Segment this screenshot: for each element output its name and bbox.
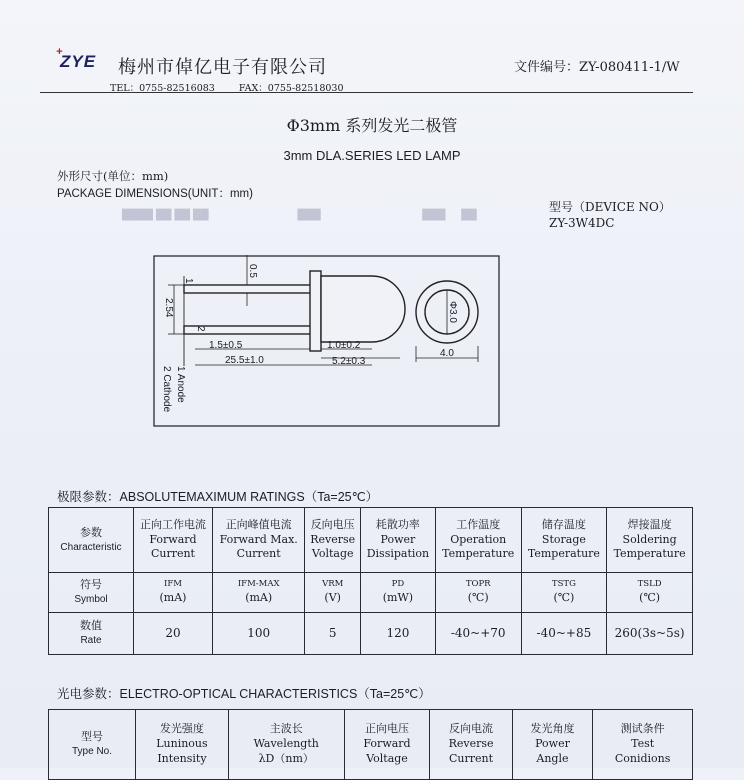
electro-heading-en: ELECTRO-OPTICAL CHARACTERISTICS（Ta=25℃）	[119, 687, 431, 701]
electro-heading-cn: 光电参数：	[57, 686, 120, 701]
col-storage-temperature: 储存温度 Storage Temperature	[521, 508, 607, 573]
col-test-conditions: 测试条件 Test Conidions	[593, 710, 693, 780]
dim-flange: 1.0±0.2	[327, 340, 361, 351]
cell-symbol-tsld: TSLD (℃)	[607, 573, 693, 613]
col-operation-temperature: 工作温度 Operation Temperature	[435, 508, 521, 573]
cell-symbol-vrm: VRM (V)	[305, 573, 361, 613]
row-label-characteristic: 参数 Characteristic	[49, 508, 134, 573]
col-luminous-intensity: 发光强度 Luninous Intensity	[136, 710, 229, 780]
col-reverse-voltage: 反向电压 Reverse Voltage	[305, 508, 361, 573]
fax-number: FAX：0755-82518030	[238, 83, 344, 94]
pin-1-label: 1 Anode	[175, 366, 186, 403]
cell-value-reverse-voltage: 5	[305, 613, 361, 655]
document-number: 文件编号：ZY-080411-1/W	[514, 60, 680, 75]
company-logo	[56, 46, 97, 72]
led-flange	[310, 271, 321, 351]
pin-2-label: 2 Cathode	[161, 366, 172, 413]
cell-value-operation-temperature: -40~+70	[435, 613, 521, 655]
dim-pin-1: 1	[183, 278, 194, 284]
table-row	[49, 613, 693, 655]
abs-max-heading	[57, 487, 378, 505]
lead-anode	[184, 285, 319, 293]
col-reverse-current: 反向电流 Reverse Current	[430, 710, 512, 780]
row-label-rate: 数值 Rate	[49, 613, 134, 655]
logo-plus-icon: +	[56, 46, 64, 58]
cell-value-power-dissipation: 120	[360, 613, 435, 655]
table-row	[49, 710, 693, 780]
table-row	[49, 508, 693, 573]
table-row	[49, 573, 693, 613]
electro-heading	[57, 684, 431, 702]
package-dimensions-en: PACKAGE DIMENSIONS(UNIT：mm)	[57, 188, 253, 200]
col-forward-voltage: 正向电压 Forward Voltage	[344, 710, 430, 780]
cell-symbol-pd: PD (mW)	[360, 573, 435, 613]
header-divider	[40, 92, 693, 93]
cell-value-soldering-temperature: 260(3s~5s)	[607, 613, 693, 655]
logo-text: ZYE	[60, 52, 97, 71]
cell-symbol-ifm-max: IFM-MAX (mA)	[212, 573, 305, 613]
dim-lead-length: 25.5±1.0	[225, 355, 264, 366]
col-forward-current: 正向工作电流 Forward Current	[134, 508, 213, 573]
tel-number: TEL：0755-82516083	[110, 83, 215, 94]
dim-pitch: 2.54	[163, 298, 174, 318]
col-forward-max-current: 正向峰值电流 Forward Max. Current	[212, 508, 305, 573]
bleed-through-text: ████ ██ ██ ██ ███ ███ ██	[122, 210, 477, 221]
col-wavelength: 主波长 Wavelength λD（nm）	[228, 710, 344, 780]
row-label-symbol: 符号 Symbol	[49, 573, 134, 613]
dim-diameter: Φ3.0	[447, 301, 458, 323]
col-power-dissipation: 耗散功率 Power Dissipation	[360, 508, 435, 573]
col-soldering-temperature: 焊接温度 Soldering Temperature	[607, 508, 693, 573]
package-dimensions-cn: 外形尺寸(单位：mm)	[57, 169, 169, 183]
dim-lead-thickness: 0.5	[247, 264, 258, 278]
title-english: 3mm DLA.SERIES LED LAMP	[283, 148, 461, 163]
title-chinese: Φ3mm 系列发光二极管	[286, 116, 458, 135]
abs-max-heading-en: ABSOLUTEMAXIMUM RATINGS（Ta=25℃）	[119, 490, 379, 504]
device-label: 型号（DEVICE NO）	[549, 200, 671, 214]
cell-value-storage-temperature: -40~+85	[521, 613, 607, 655]
abs-max-heading-cn: 极限参数：	[57, 489, 120, 504]
device-number: ZY-3W4DC	[549, 216, 615, 230]
package-drawing	[150, 246, 510, 436]
led-body	[321, 276, 405, 342]
abs-max-table	[48, 507, 693, 655]
cell-symbol-topr: TOPR (℃)	[435, 573, 521, 613]
dim-lead-gap: 1.5±0.5	[209, 340, 243, 351]
cell-value-forward-current: 20	[134, 613, 213, 655]
col-power-angle: 发光角度 Power Angle	[512, 710, 593, 780]
cell-symbol-tstg: TSTG (℃)	[521, 573, 607, 613]
company-name: 梅州市倬亿电子有限公司	[118, 57, 327, 78]
cell-value-forward-max-current: 100	[212, 613, 305, 655]
dim-pin-2: 2	[195, 326, 206, 332]
dim-flange-diameter: 4.0	[440, 348, 454, 359]
type-no-label: 型号 Type No.	[49, 710, 136, 780]
dim-body-length: 5.2±0.3	[332, 356, 366, 367]
cell-symbol-ifm: IFM (mA)	[134, 573, 213, 613]
electro-table	[48, 709, 693, 780]
